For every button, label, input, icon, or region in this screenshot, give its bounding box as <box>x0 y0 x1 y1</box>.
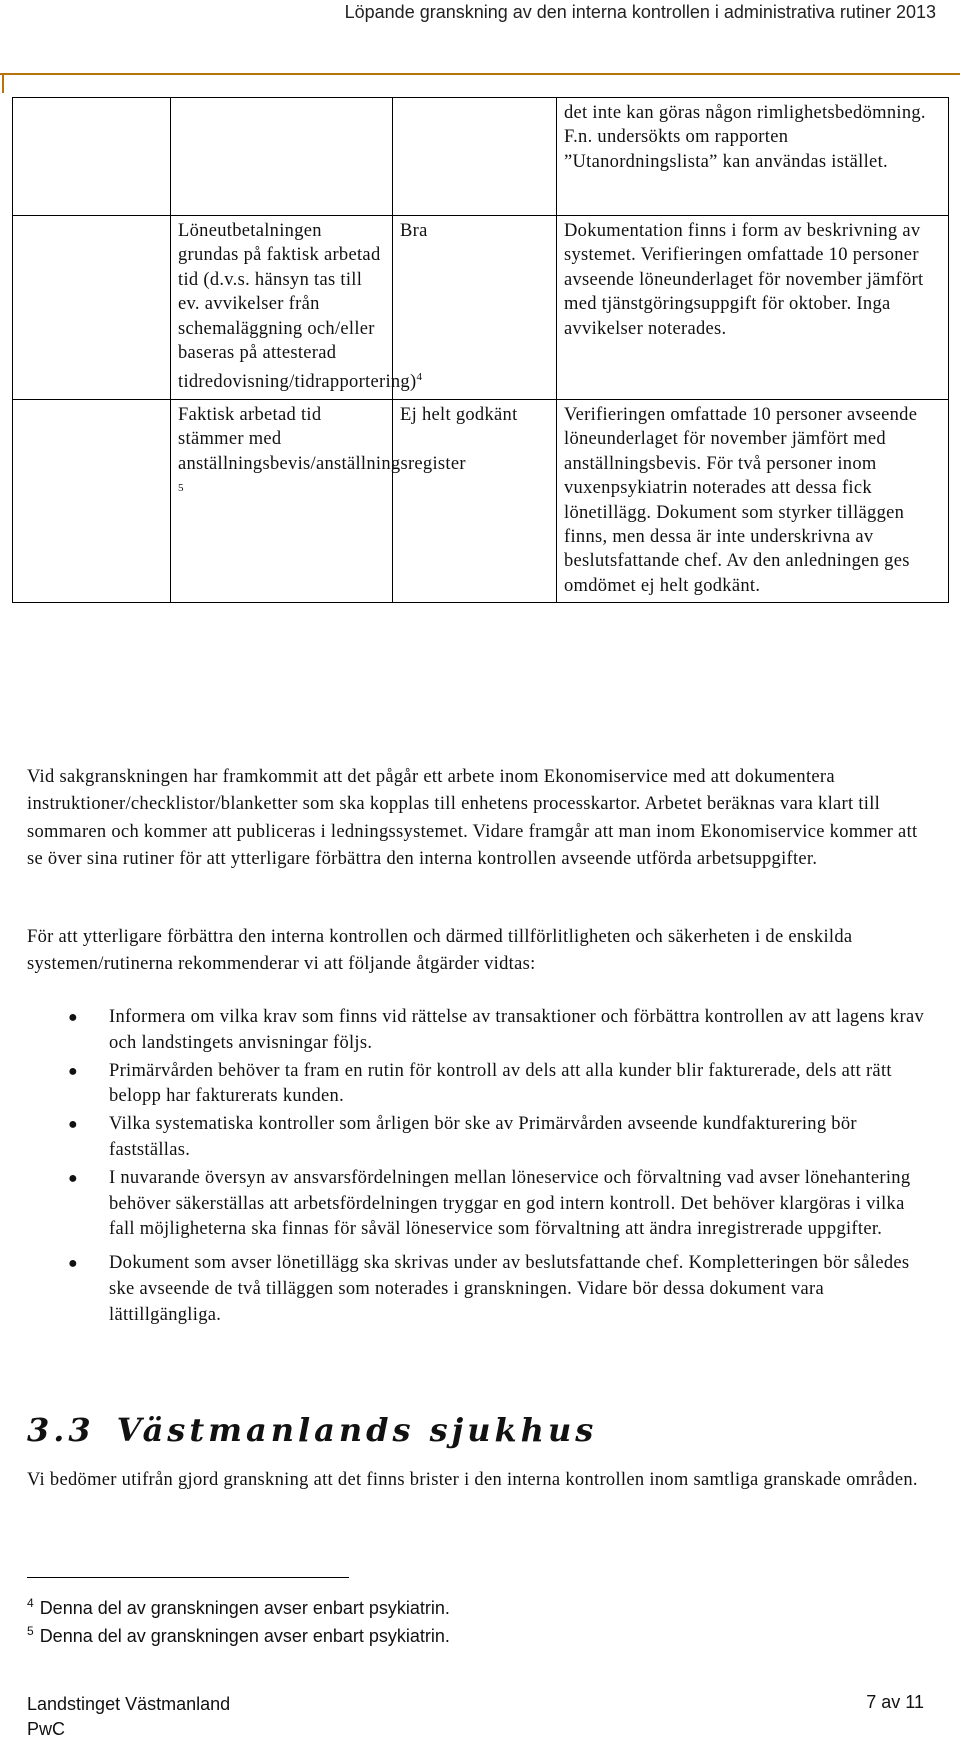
list-item <box>27 1059 932 1111</box>
bullet-icon: ● <box>68 1062 78 1080</box>
footnote-ref: 4 <box>416 371 423 384</box>
control-text: Löneutbetalningen grundas på faktisk arbetad tid (d.v.s. hänsyn tas till ev. avvikelser från schemaläggning och/eller baseras på attesterad tidredovisning/tidrapportering) <box>178 221 417 393</box>
footnote-mark: 4 <box>27 1596 34 1610</box>
footnote-mark: 5 <box>27 1624 34 1638</box>
review-table <box>12 97 949 603</box>
list-item-text: I nuvarande översyn av ansvarsfördelningen mellan löneservice och förvaltning vad avser lönehantering behöver säkerställas att arbetsfördelningen tryggar en god intern kontroll. Det behöver klargöras i vilka fall möjligheterna ska finnas för såväl löneservice som förvaltning att ändra inregistrerade uppgifter. <box>109 1167 911 1240</box>
list-item <box>27 1005 932 1057</box>
list-item <box>27 1166 932 1243</box>
empty-cell <box>13 400 171 603</box>
comment-cell: Verifieringen omfattade 10 personer avseende löneunderlaget för november jämfört med anställningsbevis. För två personer inom vuxenpsykiatrin noterades att dessa fick lönetillägg. Dokument som styrker tilläggen finns, men dessa är inte underskrivna av beslutsfattande chef. Av den anledningen ges omdömet ej helt godkänt. <box>557 400 949 603</box>
table-row <box>13 98 949 216</box>
footer-organization: Landstinget Västmanland <box>27 1694 231 1714</box>
list-item-text: Dokument som avser lönetillägg ska skrivas under av beslutsfattande chef. Kompletteringen bör således ske avseende de två tilläggen som noterades i granskningen. Vidare bör dessa dokument vara lättillgängliga. <box>109 1253 910 1325</box>
list-item-text: Vilka systematiska kontroller som årligen bör ske av Primärvården avseende kundfakturering bör fastställas. <box>109 1114 857 1160</box>
bullet-icon: ● <box>68 1255 78 1273</box>
comment-cell: Dokumentation finns i form av beskrivning av systemet. Verifieringen omfattade 10 personer avseende löneunderlaget för november jämfört med tjänstgöringsuppgift för oktober. Inga avvikelser noterades. <box>557 216 949 400</box>
paragraph-recommendation-intro: För att ytterligare förbättra den interna kontrollen och därmed tillförlitligheten och säkerheten i de enskilda systemen/rutinerna rekommenderar vi att följande åtgärder vidtas: <box>27 927 853 975</box>
header-rule-tick <box>2 73 4 93</box>
control-text: Faktisk arbetad tid stämmer med anställningsbevis/anställningsregister <box>178 405 466 474</box>
assessment-cell <box>393 98 557 216</box>
empty-cell <box>13 216 171 400</box>
footnote-rule <box>27 1577 349 1578</box>
header-rule <box>0 73 960 75</box>
footnote <box>27 1592 450 1620</box>
footnote-text: Denna del av granskningen avser enbart psykiatrin. <box>39 1598 450 1618</box>
table-row <box>13 400 949 603</box>
section-title: Västmanlands sjukhus <box>116 1411 598 1449</box>
footer-left <box>27 1692 230 1742</box>
list-item-text: Informera om vilka krav som finns vid rättelse av transaktioner och förbättra kontrollen av att lagens krav och landstingets anvisningar följs. <box>109 1007 925 1053</box>
footnote <box>27 1620 450 1648</box>
empty-cell <box>13 98 171 216</box>
list-item <box>27 1251 932 1328</box>
bullet-icon: ● <box>68 1009 78 1026</box>
bullet-icon: ● <box>68 1116 78 1134</box>
page-number: 7 av 11 <box>866 1692 924 1712</box>
running-header: Löpande granskning av den interna kontrollen i administrativa rutiner 2013 <box>344 2 936 22</box>
section-number: 3.3 <box>27 1411 95 1449</box>
list-item-text: Primärvården behöver ta fram en rutin för kontroll av dels att alla kunder blir fakturerade, dels att rätt belopp har fakturerats kunden. <box>109 1060 892 1107</box>
recommendation-list <box>27 1005 932 1331</box>
footnote-ref: 5 <box>178 482 184 495</box>
footer-firm: PwC <box>27 1719 66 1739</box>
list-item <box>27 1112 932 1164</box>
assessment-cell: Ej helt godkänt <box>393 400 557 603</box>
assessment-cell: Bra <box>393 216 557 400</box>
section-heading <box>27 1411 597 1449</box>
control-cell <box>171 98 393 216</box>
footnotes <box>27 1592 450 1648</box>
paragraph-ekonomiservice: Vid sakgranskningen har framkommit att det pågår ett arbete inom Ekonomiservice med att dokumentera instruktioner/checklistor/blanketter som ska kopplas till enhetens processkartor. Arbetet beräknas vara klart till sommaren och kommer att publiceras i ledningssystemet. Vidare framgår att man inom Ekonomiservice kommer att se över sina rutiner för att ytterligare förbättra den interna kontrollen avseende utförda arbetsuppgifter. <box>27 767 918 870</box>
footnote-text: Denna del av granskningen avser enbart psykiatrin. <box>39 1626 450 1646</box>
comment-cell: det inte kan göras någon rimlighetsbedömning. F.n. undersökts om rapporten ”Utanordningslista” kan användas istället. <box>557 98 949 216</box>
section-body: Vi bedömer utifrån gjord granskning att det finns brister i den interna kontrollen inom samtliga granskade områden. <box>27 1470 918 1490</box>
bullet-icon: ● <box>68 1169 78 1187</box>
table-row <box>13 216 949 400</box>
